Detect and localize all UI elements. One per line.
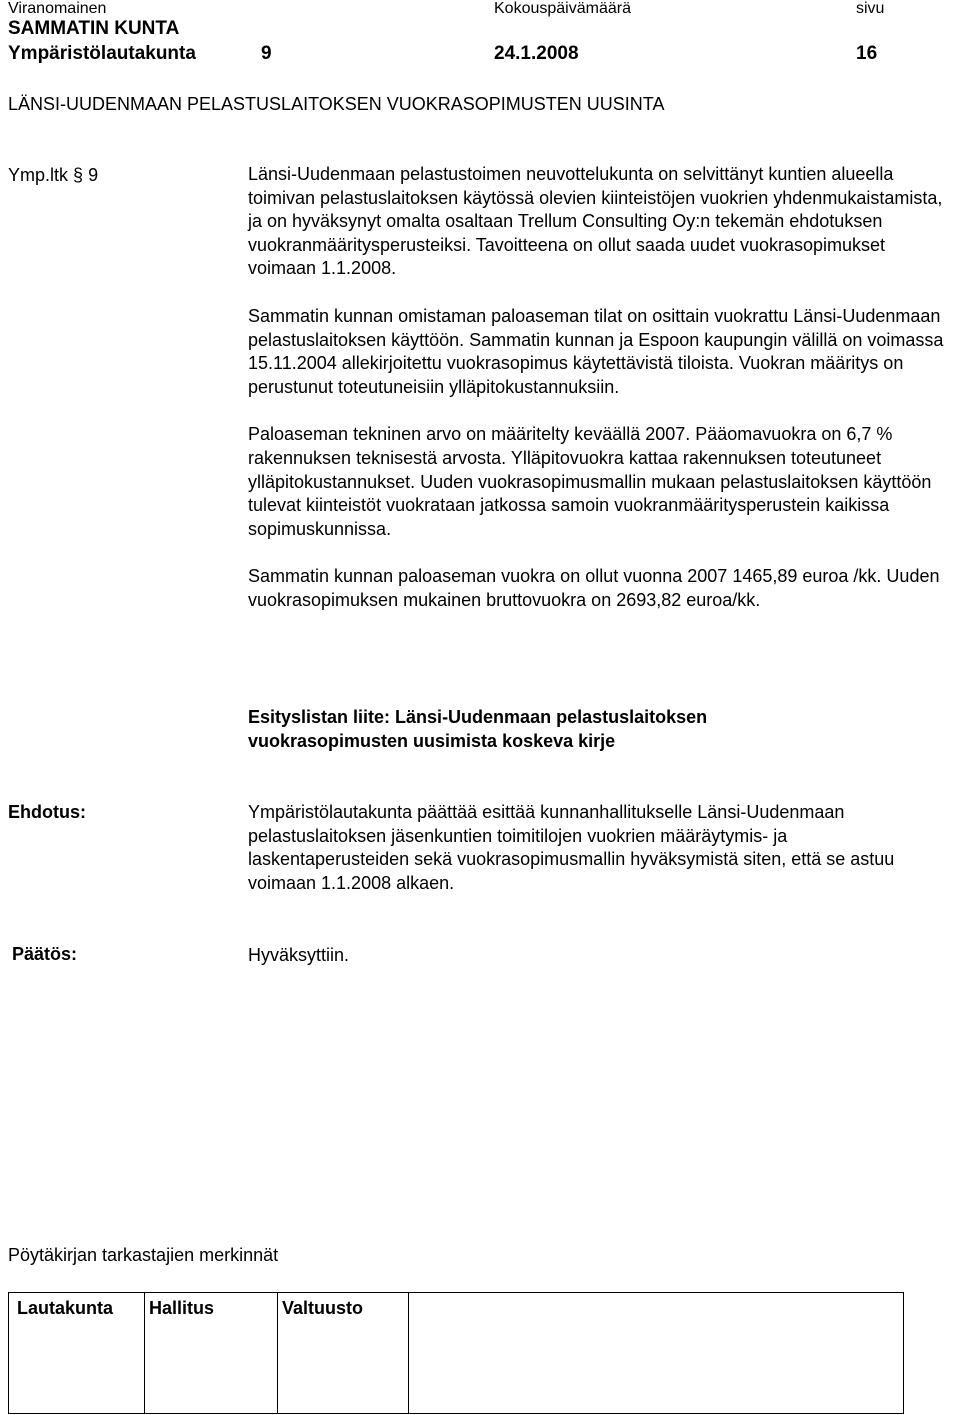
header-committee: Ympäristölautakunta (8, 43, 196, 64)
body-paragraph-2: Sammatin kunnan omistaman paloaseman tilat on osittain vuokrattu Länsi-Uudenmaan pelastuslaitoksen käyttöön. Sammatin kunnan ja Espoon kaupungin välillä on voimassa 15.11.2004 allekirjoitettu vuokrasopimus käytettävistä tiloista. Vuokran määritys on perustunut toteutuneisiin ylläpitokustannuksiin. (248, 305, 944, 397)
body-paragraph-3: Paloaseman tekninen arvo on määritelty keväällä 2007. Pääomavuokra on 6,7 % rakennuksen teknisestä arvosta. Ylläpitovuokra kattaa rakennuksen toteutuneet ylläpitokustannukset. Uuden vuokrasopimusmallin mukaan pelastuslaitoksen käyttöön tulevat kiinteistöt vuokrataan jatkossa samoin vuokranmääritysperustein kaikissa sopimuskunnissa. (248, 424, 932, 539)
header-date: 24.1.2008 (494, 43, 579, 64)
header-org: SAMMATIN KUNTA (8, 18, 180, 39)
footer-label: Pöytäkirjan tarkastajien merkinnät (8, 1245, 279, 1265)
header-section-no: 9 (261, 43, 272, 64)
decision-label: Päätös: (12, 944, 78, 964)
section-symbol: § (73, 165, 84, 185)
header-label-authority: Viranomainen (8, 0, 107, 17)
section-ref-label: Ymp.ltk (8, 165, 69, 185)
section-ref-number: 9 (88, 165, 99, 185)
proposal-label: Ehdotus: (8, 802, 86, 822)
section-ref (8, 165, 98, 186)
signature-head-lautakunta: Lautakunta (17, 1298, 114, 1318)
header-page-no: 16 (856, 43, 878, 64)
document-title: LÄNSI-UUDENMAAN PELASTUSLAITOKSEN VUOKRASOPIMUSTEN UUSINTA (8, 94, 665, 114)
body-paragraph-1: Länsi-Uudenmaan pelastustoimen neuvottelukunta on selvittänyt kuntien alueella toimivan pelastuslaitoksen käytössä olevien kiinteistöjen vuokrien yhdenmukaistamista, ja on hyväksynyt omalta osaltaan Trellum Consulting Oy:n tekemän ehdotuksen vuokranmääritysperusteiksi. Tavoitteena on ollut saada uudet vuokrasopimukset voimaan 1.1.2008. (248, 164, 943, 279)
signature-head-valtuusto: Valtuusto (282, 1298, 364, 1318)
proposal-text: Ympäristölautakunta päättää esittää kunnanhallitukselle Länsi-Uudenmaan pelastuslaitoksen jäsenkuntien toimitilojen vuokrien määräytymis- ja laskentaperusteiden sekä vuokrasopimusmallin hyväksymistä siten, että se astuu voimaan 1.1.2008 alkaen. (248, 802, 895, 893)
signature-head-hallitus: Hallitus (149, 1298, 215, 1318)
attachment-note: Esityslistan liite: Länsi-Uudenmaan pelastuslaitoksen vuokrasopimusten uusimista koskeva kirje (248, 707, 708, 751)
body-paragraph-4: Sammatin kunnan paloaseman vuokra on ollut vuonna 2007 1465,89 euroa /kk. Uuden vuokrasopimuksen mukainen bruttovuokra on 2693,82 euroa/kk. (248, 566, 940, 610)
header-label-date: Kokouspäivämäärä (494, 0, 631, 17)
decision-text: Hyväksyttiin. (248, 945, 350, 965)
header-label-page: sivu (856, 0, 885, 17)
signature-table (8, 1292, 904, 1414)
body-text (248, 163, 948, 637)
